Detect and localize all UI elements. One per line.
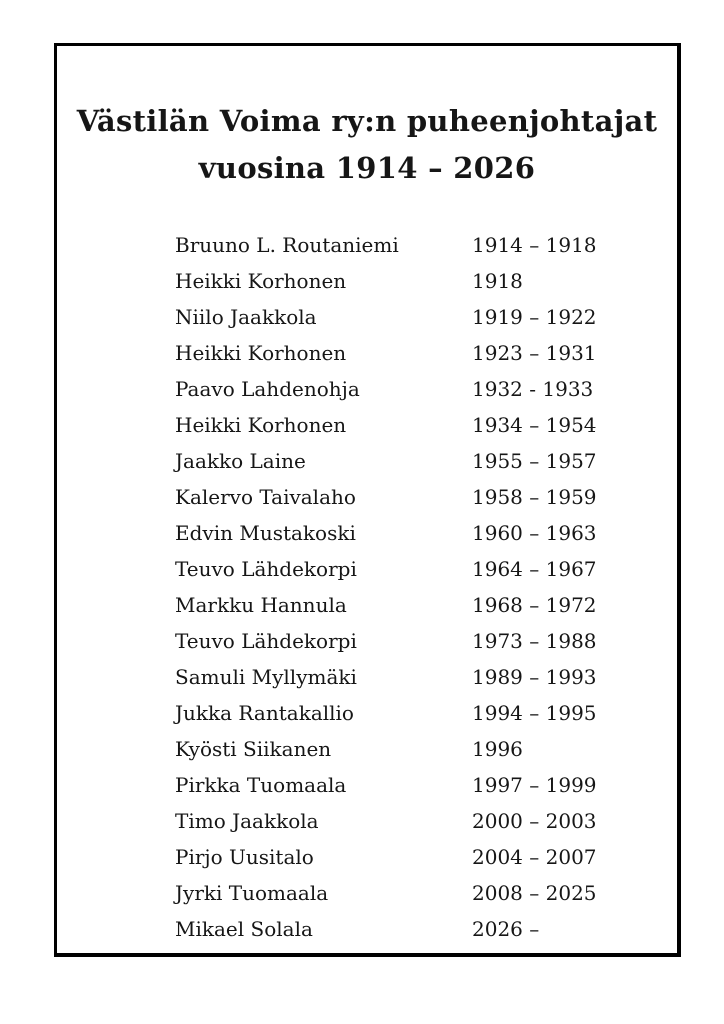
chairman-row [57, 911, 677, 947]
chairman-name: Pirkka Tuomaala [175, 773, 347, 797]
chairman-name: Heikki Korhonen [175, 341, 347, 365]
chairman-name: Mikael Solala [175, 917, 313, 941]
chairman-row [57, 695, 677, 731]
chairman-row [57, 335, 677, 371]
chairman-row [57, 839, 677, 875]
chairman-years: 1918 [472, 269, 523, 293]
chairman-years: 2000 – 2003 [472, 809, 597, 833]
chairman-row [57, 803, 677, 839]
chairman-years: 1958 – 1959 [472, 485, 597, 509]
chairman-row [57, 299, 677, 335]
chairman-years: 2026 – [472, 917, 540, 941]
chairman-row [57, 227, 677, 263]
chairman-name: Samuli Myllymäki [175, 665, 357, 689]
chairman-years: 1919 – 1922 [472, 305, 597, 329]
chairman-years: 1934 – 1954 [472, 413, 597, 437]
chairman-row [57, 371, 677, 407]
chairman-row [57, 875, 677, 911]
chairman-row [57, 731, 677, 767]
chairman-row [57, 407, 677, 443]
chairman-years: 1989 – 1993 [472, 665, 597, 689]
page-title-line2: vuosina 1914 – 2026 [198, 151, 536, 185]
page-title [57, 98, 677, 192]
chairman-row [57, 263, 677, 299]
chairman-years: 1923 – 1931 [472, 341, 597, 365]
chairman-years: 1996 [472, 737, 523, 761]
chairman-years: 1968 – 1972 [472, 593, 597, 617]
chairman-row [57, 479, 677, 515]
chairman-name: Kyösti Siikanen [175, 737, 332, 761]
chairman-years: 1914 – 1918 [472, 233, 597, 257]
chairman-name: Paavo Lahdenohja [175, 377, 360, 401]
chairman-years: 1960 – 1963 [472, 521, 597, 545]
chairman-years: 1964 – 1967 [472, 557, 597, 581]
chairman-years: 1997 – 1999 [472, 773, 597, 797]
chairman-name: Niilo Jaakkola [175, 305, 317, 329]
chairman-name: Teuvo Lähdekorpi [175, 629, 357, 653]
chairman-name: Heikki Korhonen [175, 413, 347, 437]
chairman-name: Teuvo Lähdekorpi [175, 557, 357, 581]
chairman-row [57, 551, 677, 587]
chairman-row [57, 623, 677, 659]
chairman-years: 1994 – 1995 [472, 701, 597, 725]
chairman-name: Kalervo Taivalaho [175, 485, 356, 509]
chairman-row [57, 515, 677, 551]
chairman-name: Pirjo Uusitalo [175, 845, 314, 869]
chairman-name: Bruuno L. Routaniemi [175, 233, 399, 257]
page-title-line1: Västilän Voima ry:n puheenjohtajat [76, 104, 658, 138]
chairman-row [57, 659, 677, 695]
chairman-row [57, 767, 677, 803]
chairman-years: 2004 – 2007 [472, 845, 597, 869]
chairman-row [57, 587, 677, 623]
page-border [54, 43, 681, 957]
chairman-name: Jukka Rantakallio [175, 701, 354, 725]
chairman-years: 1932 - 1933 [472, 377, 594, 401]
chairman-name: Edvin Mustakoski [175, 521, 356, 545]
chairman-name: Heikki Korhonen [175, 269, 347, 293]
chairman-years: 2008 – 2025 [472, 881, 597, 905]
chairman-name: Jyrki Tuomaala [175, 881, 329, 905]
chairman-list [57, 227, 677, 947]
chairman-name: Timo Jaakkola [175, 809, 319, 833]
chairman-name: Jaakko Laine [175, 449, 306, 473]
chairman-row [57, 443, 677, 479]
chairman-name: Markku Hannula [175, 593, 347, 617]
chairman-years: 1973 – 1988 [472, 629, 597, 653]
chairman-years: 1955 – 1957 [472, 449, 597, 473]
